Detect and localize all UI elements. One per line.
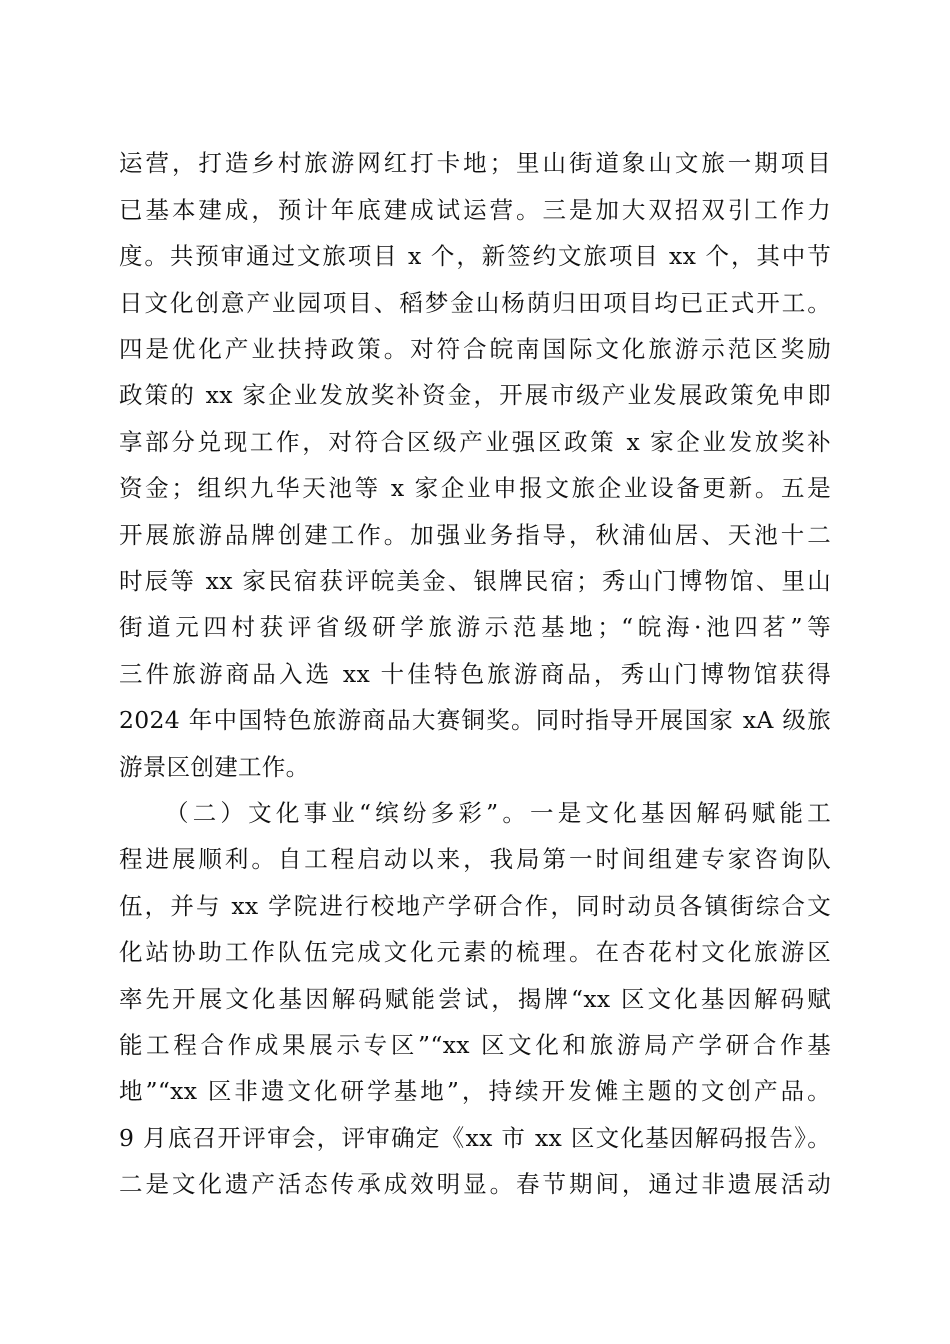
text-line: 街道元四村获评省级研学旅游示范基地；“皖海·池四茗”等 (119, 613, 831, 641)
text-line: 已基本建成，预计年底建成试运营。三是加大双招双引工作力 (119, 196, 831, 224)
text-line: 日文化创意产业园项目、稻梦金山杨荫归田项目均已正式开工。 (119, 289, 831, 317)
text-line: 程进展顺利。自工程启动以来，我局第一时间组建专家咨询队 (119, 845, 831, 873)
text-line: 四是优化产业扶持政策。对符合皖南国际文化旅游示范区奖励 (119, 335, 831, 363)
text-line: 9 月底召开评审会，评审确定《xx 市 xx 区文化基因解码报告》。 (119, 1124, 831, 1152)
text-line: 地”“xx 区非遗文化研学基地”，持续开发傩主题的文创产品。 (119, 1077, 831, 1105)
text-line: 伍，并与 xx 学院进行校地产学研合作，同时动员各镇街综合文 (119, 892, 831, 920)
text-line: 游景区创建工作。 (119, 753, 310, 781)
text-line: 率先开展文化基因解码赋能尝试，揭牌“xx 区文化基因解码赋 (119, 985, 831, 1013)
text-line: 二是文化遗产活态传承成效明显。春节期间，通过非遗展活动 (119, 1170, 831, 1198)
section-heading-line: （二）文化事业“缤纷多彩”。一是文化基因解码赋能工 (165, 799, 831, 827)
text-line: 三件旅游商品入选 xx 十佳特色旅游商品，秀山门博物馆获得 (119, 660, 831, 688)
text-line: 能工程合作成果展示专区”“xx 区文化和旅游局产学研合作基 (119, 1031, 831, 1059)
text-line: 度。共预审通过文旅项目 x 个，新签约文旅项目 xx 个，其中节 (119, 242, 831, 270)
text-line: 时辰等 xx 家民宿获评皖美金、银牌民宿；秀山门博物馆、里山 (119, 567, 831, 595)
text-line: 开展旅游品牌创建工作。加强业务指导，秋浦仙居、天池十二 (119, 521, 831, 549)
text-line: 享部分兑现工作，对符合区级产业强区政策 x 家企业发放奖补 (119, 428, 831, 456)
text-line: 资金；组织九华天池等 x 家企业申报文旅企业设备更新。五是 (119, 474, 831, 502)
text-line: 政策的 xx 家企业发放奖补资金，开展市级产业发展政策免申即 (119, 381, 831, 409)
text-line: 运营，打造乡村旅游网红打卡地；里山街道象山文旅一期项目 (119, 149, 831, 177)
text-line: 2024 年中国特色旅游商品大赛铜奖。同时指导开展国家 xA 级旅 (119, 706, 831, 734)
text-line: 化站协助工作队伍完成文化元素的梳理。在杏花村文化旅游区 (119, 938, 831, 966)
